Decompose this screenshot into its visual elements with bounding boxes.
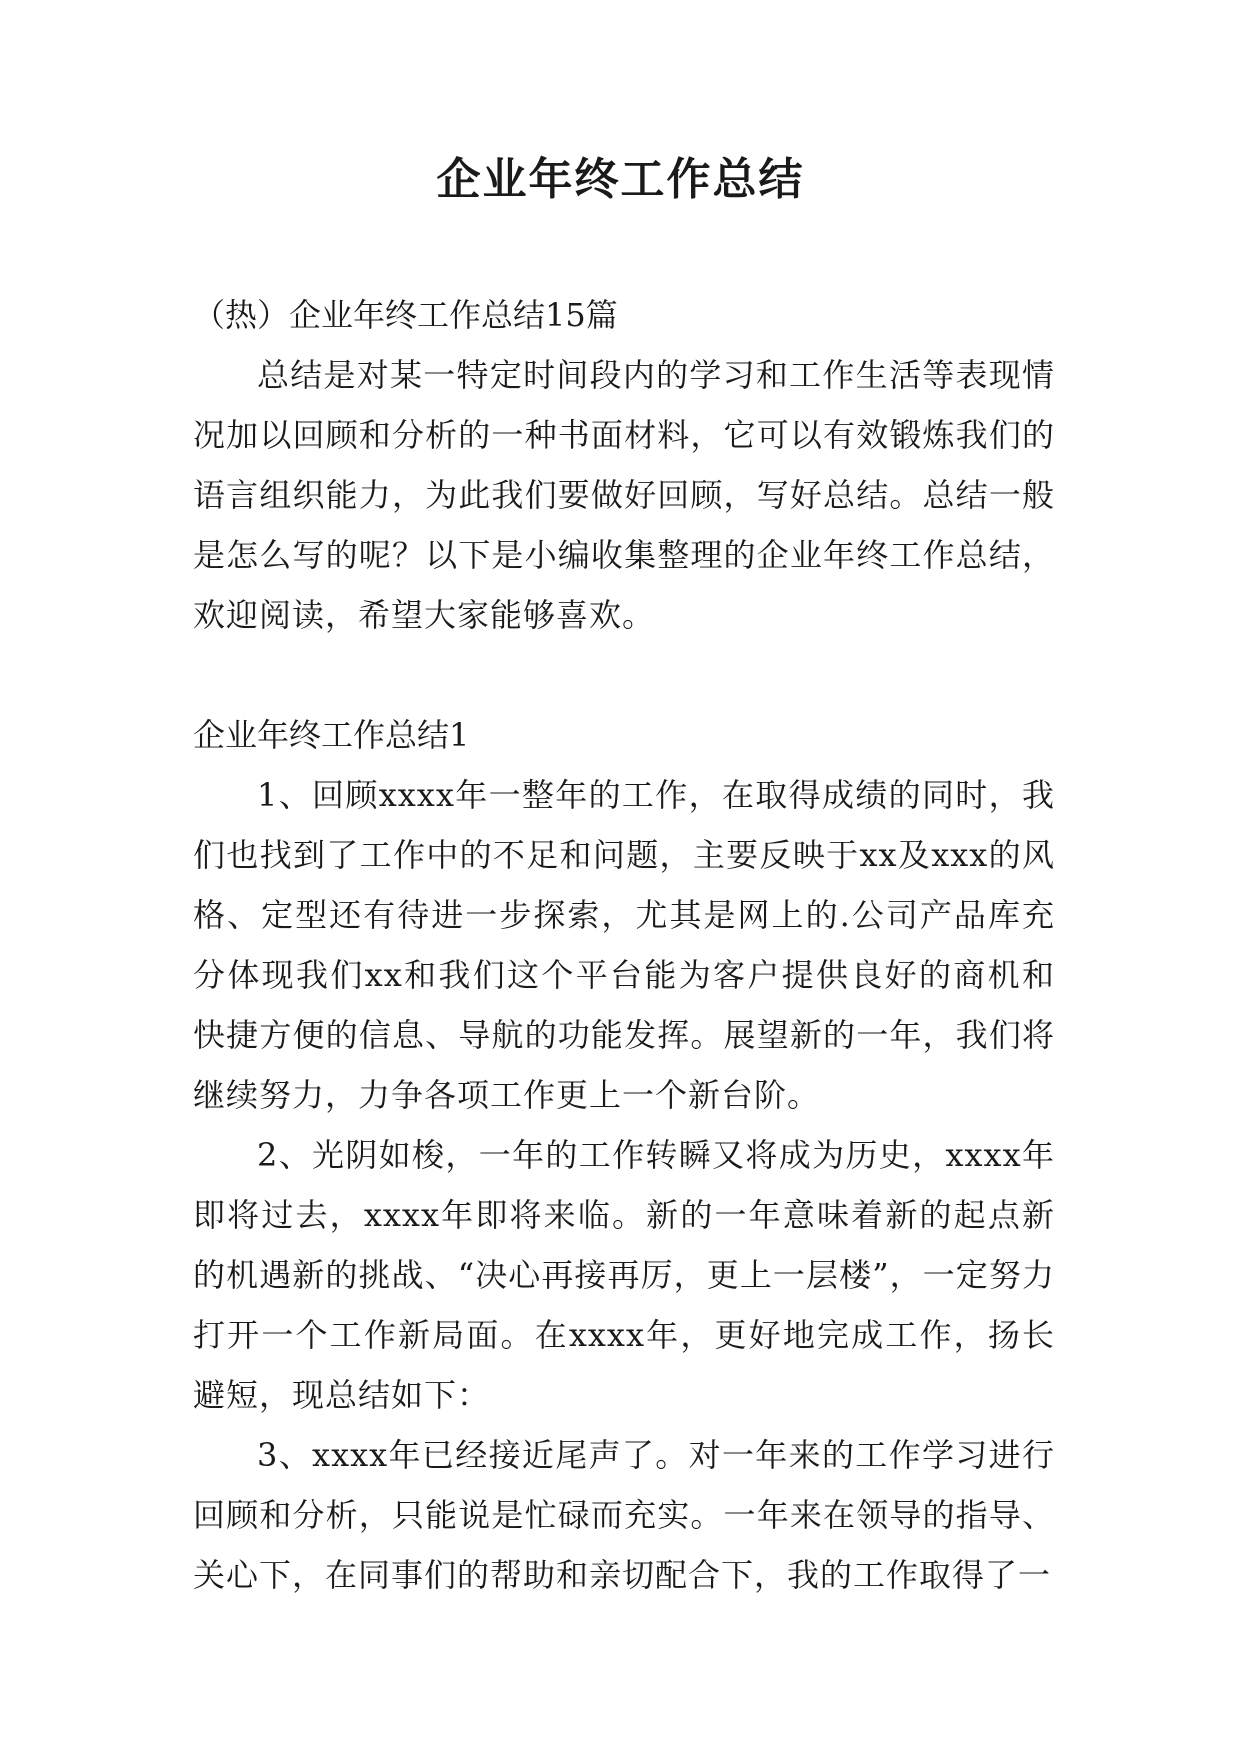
document-title: 企业年终工作总结	[436, 154, 805, 205]
body-paragraph-1: 1、回顾xxxx年一整年的工作，在取得成绩的同时，我们也找到了工作中的不足和问题，主要反映于xx及xxx的风格、定型还有待进一步探索，尤其是网上的.公司产品库充分体现我们xx和我们这个平台能为客户提供良好的商机和快捷方便的信息、导航的功能发挥。展望新的一年，我们将继续努力，力争各项工作更上一个新台阶。	[193, 776, 1055, 1114]
body-paragraph-3: 3、xxxx年已经接近尾声了。对一年来的工作学习进行回顾和分析，只能说是忙碌而充实。一年来在领导的指导、关心下，在同事们的帮助和亲切配合下，我的工作取得了一	[193, 1436, 1055, 1594]
intro-paragraph: 总结是对某一特定时间段内的学习和工作生活等表现情况加以回顾和分析的一种书面材料，它可以有效锻炼我们的语言组织能力，为此我们要做好回顾，写好总结。总结一般是怎么写的呢？以下是小编收集整理的企业年终工作总结，欢迎阅读，希望大家能够喜欢。	[193, 356, 1055, 634]
section-heading: 企业年终工作总结1	[193, 716, 470, 754]
body-paragraph-2: 2、光阴如梭，一年的工作转瞬又将成为历史，xxxx年即将过去，xxxx年即将来临。新的一年意味着新的起点新的机遇新的挑战、“决心再接再厉，更上一层楼”，一定努力打开一个工作新局面。在xxxx年，更好地完成工作，扬长避短，现总结如下：	[193, 1136, 1055, 1414]
document-subtitle: （热）企业年终工作总结15篇	[193, 296, 618, 334]
document-body	[193, 285, 1055, 1605]
